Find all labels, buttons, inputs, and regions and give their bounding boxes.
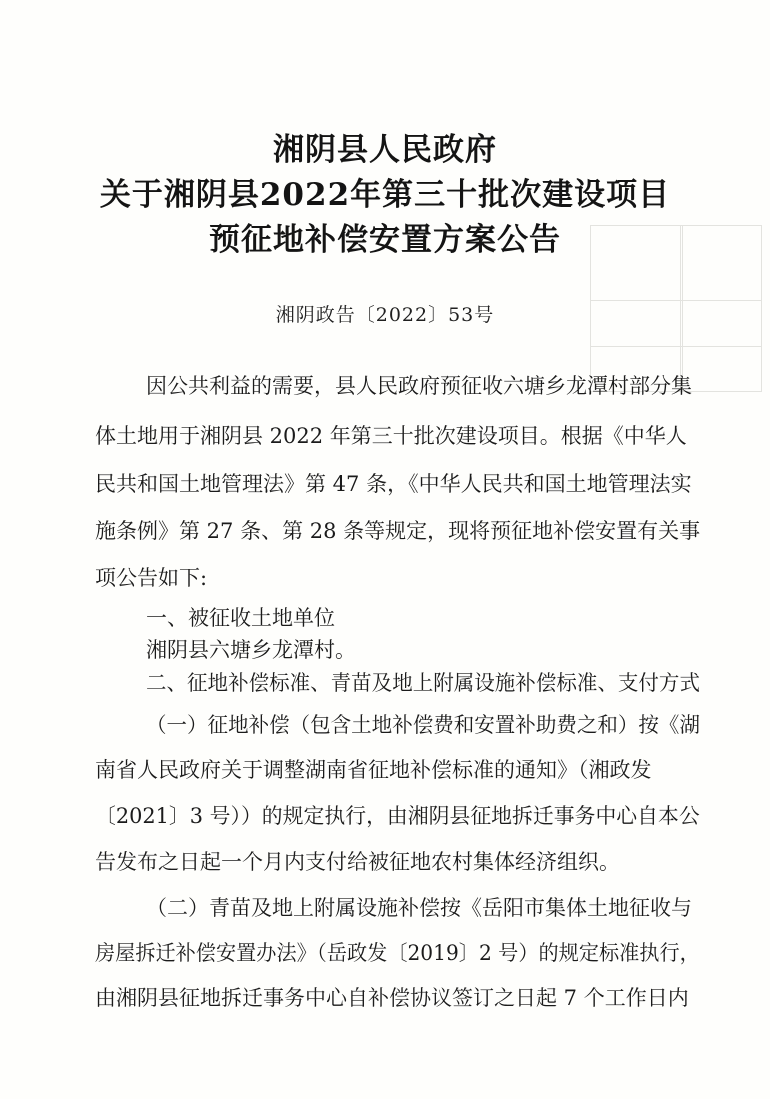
body-line: 告发布之日起一个月内支付给被征地农村集体经济组织。 (95, 850, 620, 874)
section-heading: 二、征地补偿标准、青苗及地上附属设施补偿标准、支付方式 (146, 671, 700, 695)
body-line: 南省人民政府关于调整湖南省征地补偿标准的通知》（湘政发 (95, 758, 652, 782)
body-line: 由湘阴县征地拆迁事务中心自补偿协议签订之日起 7 个工作日内 (95, 986, 689, 1010)
body-line: 房屋拆迁补偿安置办法》（岳政发〔2019〕2 号）的规定标准执行， (95, 941, 700, 965)
body-line: 体土地用于湘阴县 2022 年第三十批次建设项目。根据《中华人 (95, 424, 687, 448)
title-line-2: 关于湘阴县2022年第三十批次建设项目 (99, 177, 671, 213)
body-line: 施条例》第 27 条、第 28 条等规定，现将预征地补偿安置有关事 (95, 519, 701, 543)
title-line-1: 湘阴县人民政府 (273, 132, 497, 168)
body-line: （一）征地补偿（包含土地补偿费和安置补助费之和）按《湖 (146, 713, 700, 737)
body-line: 项公告如下: (95, 566, 208, 590)
section-heading: 一、被征收土地单位 (146, 606, 335, 630)
body-line: （二）青苗及地上附属设施补偿按《岳阳市集体土地征收与 (146, 896, 692, 920)
body-line: 湘阴县六塘乡龙潭村。 (146, 638, 356, 662)
title-line-3: 预征地补偿安置方案公告 (209, 222, 561, 258)
document-number: 湘阴政告〔2022〕53号 (275, 304, 495, 326)
body-line: 因公共利益的需要，县人民政府预征收六塘乡龙潭村部分集 (146, 374, 692, 398)
body-line: 民共和国土地管理法》第 47 条，《中华人民共和国土地管理法实 (95, 472, 692, 496)
body-line: 〔2021〕3 号））的规定执行，由湘阴县征地拆迁事务中心自本公 (95, 804, 700, 828)
